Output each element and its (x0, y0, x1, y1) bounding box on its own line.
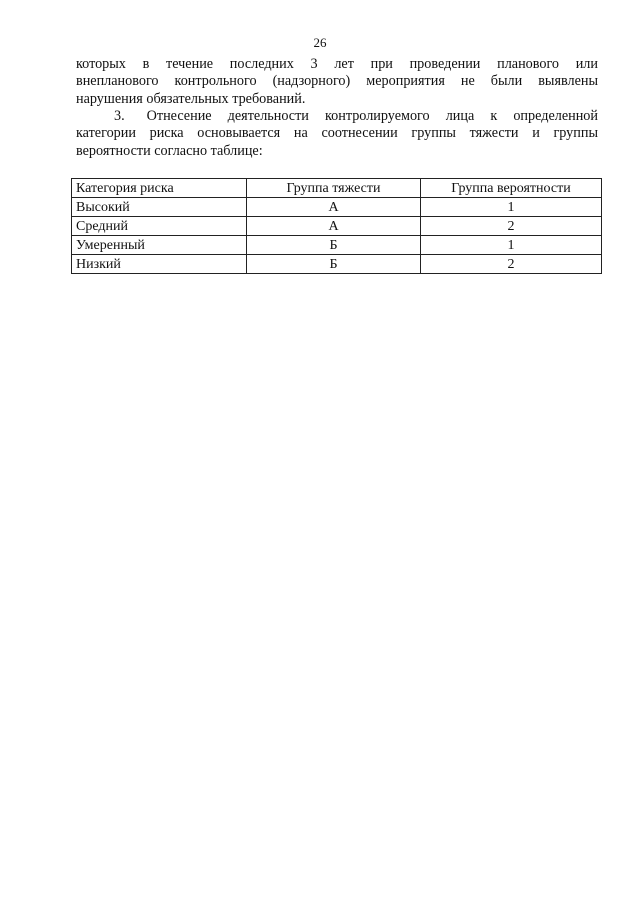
cell-risk-category: Высокий (72, 198, 247, 217)
page-number: 26 (313, 35, 327, 50)
paragraph-item-3 (76, 108, 598, 160)
paragraph-line: категории риска основывается на соотнесении группы тяжести и группы (76, 125, 598, 142)
cell-probability-group: 1 (421, 198, 602, 217)
header-risk-category: Категория риска (72, 179, 247, 198)
paragraph-line: нарушения обязательных требований. (76, 90, 306, 107)
paragraph-line: которых в течение последних 3 лет при проведении планового или (76, 56, 598, 72)
cell-severity-group: А (247, 217, 421, 236)
table-row (72, 236, 602, 255)
table-header-row (72, 179, 602, 198)
cell-probability-group: 2 (421, 217, 602, 236)
cell-risk-category: Средний (72, 217, 247, 236)
header-severity-group: Группа тяжести (247, 179, 421, 198)
paragraph-continuation (76, 56, 598, 108)
paragraph-line-text: Отнесение деятельности контролируемого лица к определенной (146, 108, 598, 124)
paragraph-first-line (76, 108, 598, 125)
cell-severity-group: Б (247, 236, 421, 255)
cell-probability-group: 2 (421, 255, 602, 274)
cell-severity-group: А (247, 198, 421, 217)
header-probability-group: Группа вероятности (421, 179, 602, 198)
table-row (72, 217, 602, 236)
cell-severity-group: Б (247, 255, 421, 274)
risk-category-table (71, 178, 602, 274)
table-row (72, 255, 602, 274)
paragraph-line: вероятности согласно таблице: (76, 142, 263, 159)
cell-risk-category: Низкий (72, 255, 247, 274)
paragraph-line: внепланового контрольного (надзорного) мероприятия не были выявлены (76, 73, 598, 90)
cell-risk-category: Умеренный (72, 236, 247, 255)
table-row (72, 198, 602, 217)
cell-probability-group: 1 (421, 236, 602, 255)
paragraph-number: 3. (114, 108, 125, 124)
